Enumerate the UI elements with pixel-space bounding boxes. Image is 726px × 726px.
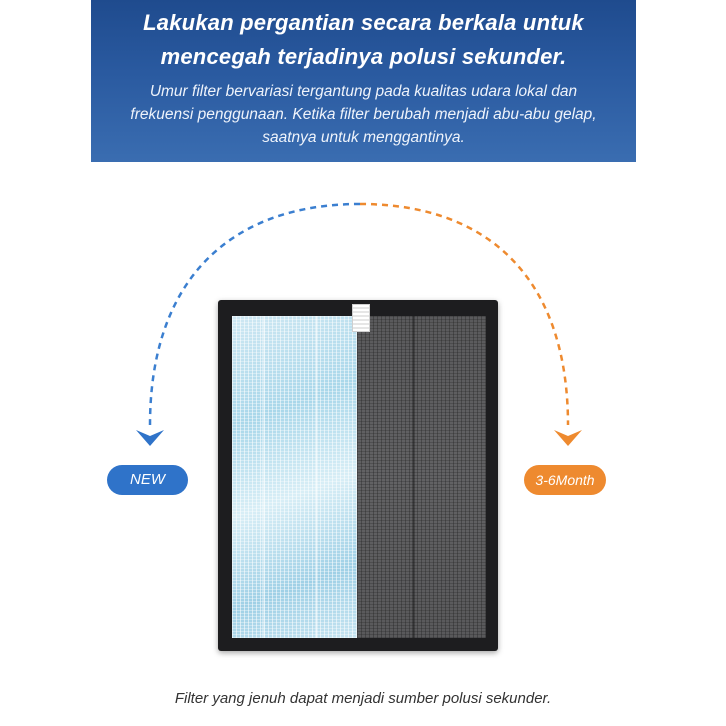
filter-rib [262,316,265,638]
dirty-filter-half [357,316,486,638]
blue-arrowhead-icon [136,430,164,446]
filter-rib [412,316,415,638]
clean-filter-half [232,316,357,638]
caption: Filter yang jenuh dapat menjadi sumber polusi sekunder. [174,690,552,707]
months-badge: 3-6Month [524,465,606,495]
filter-rib [315,316,318,638]
orange-arrowhead-icon [554,430,582,446]
banner-subtitle-line-2: frekuensi penggunaan. Ketika filter berubah menjadi abu-abu gelap, [130,106,597,123]
filter-image [218,300,498,651]
banner-subtitle-line-1: Umur filter bervariasi tergantung pada kualitas udara lokal dan [149,83,578,100]
filter-pull-tab [352,304,370,332]
banner-title-line-2: mencegah terjadinya polusi sekunder. [160,44,567,69]
banner-subtitle-line-3: saatnya untuk menggantinya. [262,129,465,146]
banner-title-line-1: Lakukan pergantian secara berkala untuk [143,10,584,35]
new-badge: NEW [107,465,188,495]
